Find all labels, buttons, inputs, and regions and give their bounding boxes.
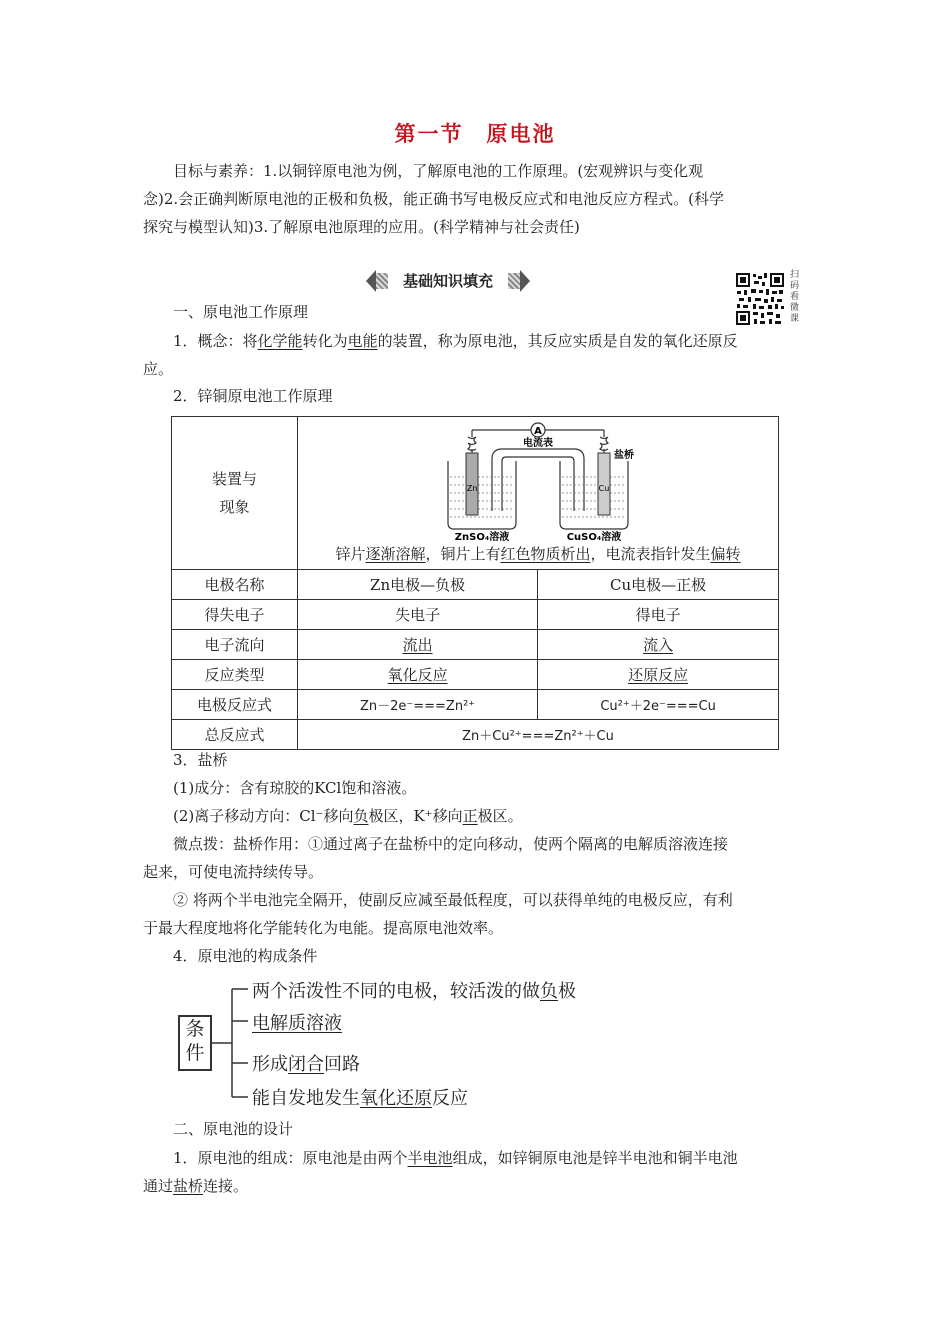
condition-item-4: 能自发地发生氧化还原反应 (252, 1088, 468, 1109)
ammeter-label: 电流表 (523, 438, 553, 449)
table-row: 电极反应式 Zn－2e⁻===Zn²⁺ Cu²⁺＋2e⁻===Cu (172, 690, 779, 720)
conditions-box: 条件 (178, 1015, 212, 1071)
banner-right-arrow (520, 270, 530, 292)
salt-bridge-composition: (1)成分：含有琼胶的KCl饱和溶液。 (173, 779, 417, 797)
znso4-label: ZnSO₄溶液 (454, 532, 510, 541)
tip-2-line-1: ② 将两个半电池完全隔开，使副反应减至最低程度，可以获得单纯的电极反应，有利 (173, 891, 733, 909)
salt-bridge-heading: 3．盐桥 (173, 751, 228, 769)
phenomenon-text: 锌片逐渐溶解，铜片上有红色物质析出，电流表指针发生偏转 (335, 545, 741, 563)
device-row (172, 417, 779, 570)
table-row: 电极名称 Zn电极—负极 Cu电极—正极 (172, 570, 779, 600)
objectives-line-3: 探究与模型认知)3.了解原电池原理的应用。(科学精神与社会责任) (143, 218, 580, 236)
table-row: 电子流向 流出 流入 (172, 630, 779, 660)
condition-item-3: 形成闭合回路 (252, 1054, 360, 1075)
concept-answer-electric-energy: 电能 (347, 332, 378, 350)
condition-item-2: 电解质溶液 (252, 1013, 342, 1034)
qr-code-icon[interactable] (735, 272, 785, 326)
section-1-heading: 一、原电池工作原理 (173, 303, 309, 321)
design-line-2: 通过盐桥连接。 (143, 1177, 249, 1195)
tip-1-line-2: 起来，可使电流持续传导。 (143, 863, 324, 881)
ion-migration: (2)离子移动方向：Cl⁻移向负极区，K⁺移向正极区。 (173, 807, 523, 825)
banner-left-arrow (366, 270, 376, 292)
page-title: 第一节 原电池 (394, 122, 556, 146)
table-row: 总反应式 Zn＋Cu²⁺===Zn²⁺＋Cu (172, 720, 779, 750)
cuso4-label: CuSO₄溶液 (566, 532, 622, 541)
salt-bridge-label: 盐桥 (614, 450, 634, 461)
ammeter-symbol: A (534, 426, 542, 437)
anode-equation: Zn－2e⁻===Zn²⁺ (298, 690, 538, 720)
total-equation: Zn＋Cu²⁺===Zn²⁺＋Cu (298, 720, 779, 750)
objectives-line-2: 念)2.会正确判断原电池的正极和负极，能正确书写电极反应式和电池反应方程式。(科学 (143, 190, 725, 208)
galvanic-cell-diagram (438, 421, 638, 541)
objectives-line-1: 目标与素养：1.以铜锌原电池为例，了解原电池的工作原理。(宏观辨识与变化观 (173, 162, 704, 180)
tip-2-line-2: 于最大程度地将化学能转化为电能。提高原电池效率。 (143, 919, 504, 937)
zncu-heading: 2．锌铜原电池工作原理 (173, 387, 333, 405)
zncu-cell-table (171, 416, 779, 750)
conditions-diagram (178, 975, 638, 1115)
device-cell (298, 417, 779, 570)
concept-answer-chemical-energy: 化学能 (257, 332, 303, 350)
zn-label: Zn (466, 484, 478, 493)
section-2-heading: 二、原电池的设计 (173, 1120, 294, 1138)
table-row: 得失电子 失电子 得电子 (172, 600, 779, 630)
table-row: 反应类型 氧化反应 还原反应 (172, 660, 779, 690)
cathode-equation: Cu²⁺＋2e⁻===Cu (538, 690, 779, 720)
concept-line-1: 1．概念：将化学能转化为电能的装置，称为原电池，其反应实质是自发的氧化还原反 (173, 332, 738, 350)
section-banner-label: 基础知识填充 (388, 270, 508, 292)
condition-item-1: 两个活泼性不同的电极，较活泼的做负极 (252, 981, 576, 1002)
device-label: 装置与 现象 (172, 417, 298, 570)
conditions-heading: 4．原电池的构成条件 (173, 947, 318, 965)
concept-line-2: 应。 (143, 360, 174, 378)
design-line-1: 1．原电池的组成：原电池是由两个半电池组成，如锌铜原电池是锌半电池和铜半电池 (173, 1149, 738, 1167)
cu-label: Cu (598, 484, 610, 493)
objectives (143, 157, 807, 241)
section-banner (366, 270, 530, 292)
tip-1-line-1: 微点拨：盐桥作用：①通过离子在盐桥中的定向移动，使两个隔离的电解质溶液连接 (173, 835, 729, 853)
qr-caption: 扫码看微课 (790, 270, 800, 324)
